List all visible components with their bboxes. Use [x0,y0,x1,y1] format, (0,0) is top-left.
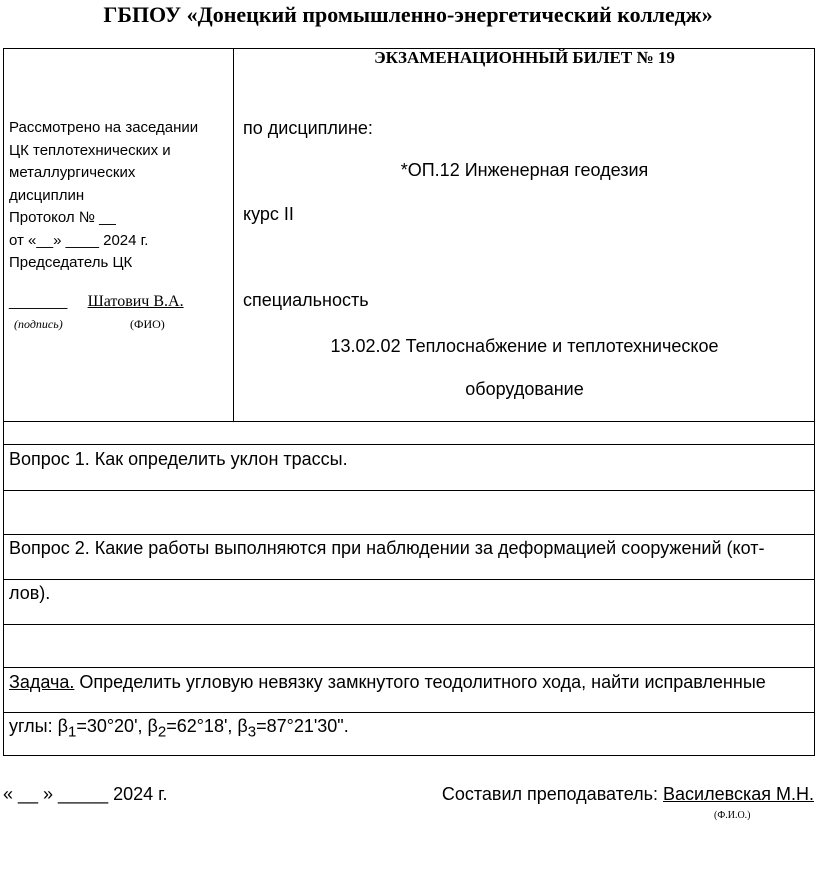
question-2-line: Вопрос 2. Какие работы выполняются при наблюдении за деформацией сооружений (кот- [9,538,765,558]
task-angles-line [9,716,349,741]
fio-caption: (ФИО) [130,317,165,331]
row-divider [3,579,815,580]
signature-row [9,293,184,311]
task-label: Задача. [9,672,75,692]
college-title: ГБПОУ «Донецкий промышленно-энергетический колледж» [103,2,713,27]
teacher-caption: (Ф.И.О.) [714,810,751,821]
chair-label: Председатель ЦК [9,254,133,271]
chair-name: Шатович В.А. [87,293,184,310]
angles-text: =87°21'30". [256,716,349,736]
approval-line: ЦК теплотехнических и [9,141,171,159]
row-divider [3,444,815,445]
approval-line: Рассмотрено на заседании [9,119,199,136]
angle-subscript: 2 [157,723,167,741]
angle-subscript: 3 [247,723,257,741]
teacher-name: Василевская М.Н. [663,784,814,804]
question-2-line: лов). [9,583,51,603]
specialty-line: 13.02.02 Теплоснабжение и теплотехническое [330,336,719,356]
discipline-label: по дисциплине: [243,118,373,138]
approval-block [9,117,231,275]
question-1: Вопрос 1. Как определить уклон трассы. [9,449,348,469]
footer-date: « __ » _____ 2024 г. [3,784,168,804]
signature-line: _______ [9,293,68,310]
task-line [9,672,766,693]
row-divider [3,490,815,491]
row-divider [3,667,815,668]
row-divider [3,712,815,713]
row-divider [3,534,815,535]
signature-caption: (подпись) [14,317,63,331]
specialty-line: оборудование [465,379,584,399]
course-label: курс II [243,204,294,224]
compiled-label: Составил преподаватель: [441,784,664,804]
discipline-name: *ОП.12 Инженерная геодезия [400,160,649,180]
ticket-title: ЭКЗАМЕНАЦИОННЫЙ БИЛЕТ № 19 [374,48,675,67]
angles-text: =62°18', β [166,716,248,736]
row-divider [3,421,815,422]
specialty-label: специальность [243,290,369,310]
approval-line: дисциплин [9,186,85,204]
row-divider [3,624,815,625]
approval-line: металлургических [9,164,136,181]
task-text: Определить угловую невязку замкнутого теодолитного хода, найти исправленные [74,672,766,692]
compiled-by [442,784,814,805]
angles-text: углы: β [9,716,68,736]
protocol-line: Протокол № __ [9,209,116,226]
protocol-date-line: от «__» ____ 2024 г. [9,231,149,249]
angles-text: =30°20', β [76,716,158,736]
angle-subscript: 1 [67,723,77,741]
column-divider [233,48,234,421]
